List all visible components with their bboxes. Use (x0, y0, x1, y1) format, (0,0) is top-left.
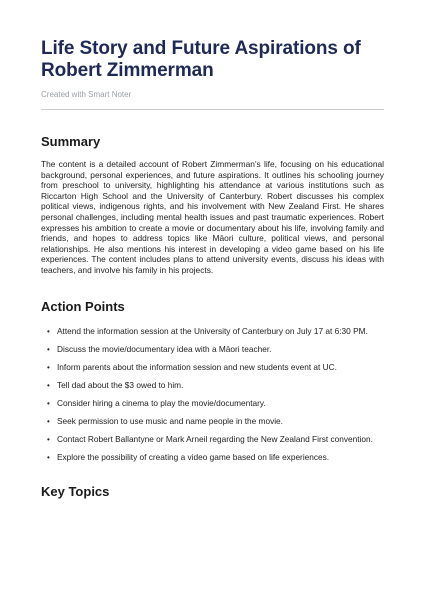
action-point-text: Contact Robert Ballantyne or Mark Arneil regarding the New Zealand First convention. (57, 433, 373, 444)
action-point-text: Attend the information session at the University of Canterbury on July 17 at 6:30 PM. (57, 325, 368, 336)
action-point-item (41, 343, 384, 357)
bullet-icon: • (47, 326, 50, 336)
action-point-item (41, 415, 384, 429)
bullet-icon: • (47, 344, 50, 354)
action-points-list (41, 325, 384, 465)
action-point-item (41, 397, 384, 411)
action-point-text: Tell dad about the $3 owed to him. (57, 379, 184, 390)
bullet-icon: • (47, 380, 50, 390)
action-point-item (41, 451, 384, 465)
summary-text: The content is a detailed account of Robert Zimmerman's life, focusing on his educational background, personal experiences, and future aspirations. It outlines his schooling journey from preschool to university, highlighting his attendance at various institutions such as Riccarton High School and the University of Canterbury. Robert discusses his complex political views, indigenous rights, and his involvement with New Zealand First. He shares personal challenges, including mental health issues and past traumatic experiences. Robert expresses his ambition to create a movie or documentary about his life, involving family and friends, and hopes to address topics like Māori culture, political views, and personal relationships. He also mentions his interest in developing a video game based on his life experiences. The content includes plans to attend university events, discuss his ideas with teachers, and involve his family in his projects. (41, 159, 384, 275)
created-with-label: Created with Smart Noter (41, 90, 132, 99)
action-point-text: Consider hiring a cinema to play the movie/documentary. (57, 397, 266, 408)
document-page (41, 38, 384, 500)
key-topics-heading: Key Topics (41, 484, 110, 500)
bullet-icon: • (47, 452, 50, 462)
title-divider (41, 109, 384, 110)
bullet-icon: • (47, 416, 50, 426)
bullet-icon: • (47, 362, 50, 372)
action-point-item (41, 433, 384, 447)
bullet-icon: • (47, 398, 50, 408)
action-points-heading: Action Points (41, 298, 125, 314)
action-point-text: Explore the possibility of creating a video game based on life experiences. (57, 451, 330, 462)
bullet-icon: • (47, 434, 50, 444)
action-point-item (41, 325, 384, 339)
action-point-item (41, 379, 384, 393)
action-point-text: Inform parents about the information session and new students event at UC. (57, 361, 337, 372)
action-point-item (41, 361, 384, 375)
document-title: Life Story and Future Aspirations of Robert Zimmerman (41, 38, 361, 81)
summary-heading: Summary (41, 134, 101, 149)
action-point-text: Discuss the movie/documentary idea with a Māori teacher. (57, 343, 272, 354)
action-point-text: Seek permission to use music and name people in the movie. (57, 415, 283, 426)
